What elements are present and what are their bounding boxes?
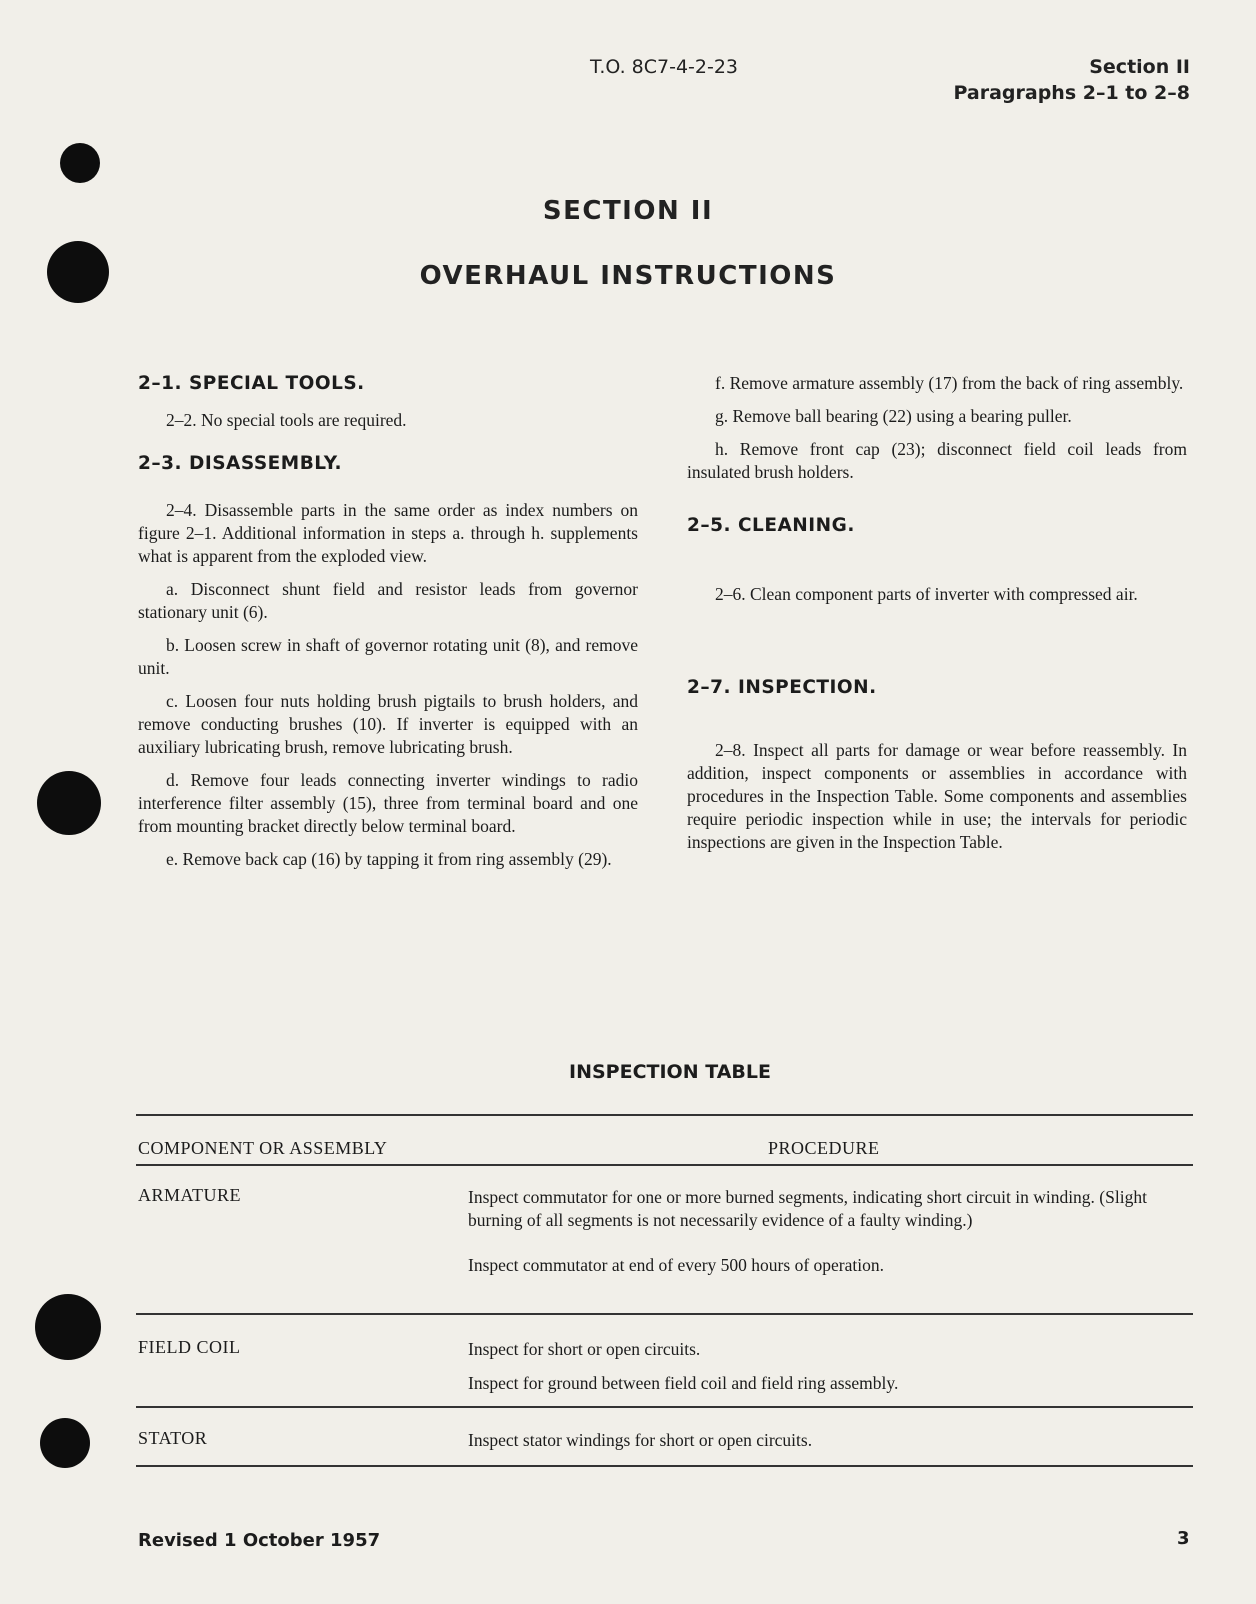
section-title: SECTION II bbox=[542, 196, 714, 226]
procedure-text: Inspect commutator for one or more burned segments, indicating short circuit in winding. (Slight burning of all segments is not necessarily evidence of a faulty winding.) bbox=[468, 1187, 1147, 1230]
punch-hole-4 bbox=[35, 1294, 101, 1360]
punch-hole-1 bbox=[60, 143, 100, 183]
step-g: g. Remove ball bearing (22) using a bearing puller. bbox=[715, 406, 1072, 426]
procedure-text: Inspect for ground between field coil and field ring assembly. bbox=[468, 1373, 899, 1393]
row-procedures-stator bbox=[468, 1429, 1168, 1474]
column-header-component: COMPONENT OR ASSEMBLY bbox=[138, 1138, 388, 1158]
punch-hole-3 bbox=[37, 771, 101, 835]
heading-cleaning: 2–5. CLEANING. bbox=[687, 515, 855, 536]
step-f: f. Remove armature assembly (17) from the back of ring assembly. bbox=[715, 373, 1184, 393]
row-component-armature: ARMATURE bbox=[138, 1185, 242, 1205]
step-b: b. Loosen screw in shaft of governor rotating unit (8), and remove unit. bbox=[138, 635, 638, 678]
procedure-text: Inspect for short or open circuits. bbox=[468, 1339, 701, 1359]
step-c: c. Loosen four nuts holding brush pigtails to brush holders, and remove conducting brushes (10). If inverter is equipped with an auxiliary lubricating brush, remove lubricating brush. bbox=[138, 691, 638, 757]
row-procedures-armature bbox=[468, 1186, 1168, 1299]
row-component-stator: STATOR bbox=[138, 1428, 208, 1448]
step-d: d. Remove four leads connecting inverter windings to radio interference filter assembly (15), three from terminal board and one from mounting bracket directly below terminal board. bbox=[138, 770, 638, 836]
table-bottom-rule bbox=[136, 1465, 1193, 1467]
row-rule bbox=[136, 1406, 1193, 1408]
section-subtitle: OVERHAUL INSTRUCTIONS bbox=[419, 261, 837, 291]
table-top-rule bbox=[136, 1114, 1193, 1116]
row-rule bbox=[136, 1313, 1193, 1315]
right-column bbox=[687, 372, 1187, 854]
to-number: T.O. 8C7-4-2-23 bbox=[590, 56, 739, 78]
heading-special-tools: 2–1. SPECIAL TOOLS. bbox=[138, 373, 365, 394]
procedure-text: Inspect stator windings for short or open circuits. bbox=[468, 1430, 813, 1450]
column-header-procedure: PROCEDURE bbox=[768, 1138, 880, 1158]
header-rule bbox=[136, 1164, 1193, 1166]
punch-hole-5 bbox=[40, 1418, 90, 1468]
para-2-2: 2–2. No special tools are required. bbox=[166, 410, 407, 430]
table-title: INSPECTION TABLE bbox=[569, 1061, 771, 1083]
left-column bbox=[138, 372, 638, 871]
step-e: e. Remove back cap (16) by tapping it from ring assembly (29). bbox=[166, 849, 612, 869]
paragraph-range: Paragraphs 2–1 to 2–8 bbox=[953, 82, 1190, 104]
procedure-text: Inspect commutator at end of every 500 hours of operation. bbox=[468, 1255, 884, 1275]
section-reference bbox=[953, 54, 1190, 106]
step-a: a. Disconnect shunt field and resistor leads from governor stationary unit (6). bbox=[138, 579, 638, 622]
section-label: Section II bbox=[1089, 56, 1190, 78]
step-h: h. Remove front cap (23); disconnect field coil leads from insulated brush holders. bbox=[687, 439, 1187, 482]
heading-inspection: 2–7. INSPECTION. bbox=[687, 677, 877, 698]
heading-disassembly: 2–3. DISASSEMBLY. bbox=[138, 453, 343, 474]
para-2-8: 2–8. Inspect all parts for damage or wear before reassembly. In addition, inspect components or assemblies in accordance with procedures in the Inspection Table. Some components and assemblies require periodic inspection while in use; the intervals for periodic inspections are given in the Inspection Table. bbox=[687, 740, 1187, 852]
page-number: 3 bbox=[1177, 1528, 1190, 1549]
revision-date: Revised 1 October 1957 bbox=[138, 1530, 381, 1551]
para-2-4: 2–4. Disassemble parts in the same order as index numbers on figure 2–1. Additional information in steps a. through h. supplements what is apparent from the exploded view. bbox=[138, 500, 638, 566]
row-component-field-coil: FIELD COIL bbox=[138, 1337, 241, 1357]
para-2-6: 2–6. Clean component parts of inverter with compressed air. bbox=[715, 584, 1138, 604]
